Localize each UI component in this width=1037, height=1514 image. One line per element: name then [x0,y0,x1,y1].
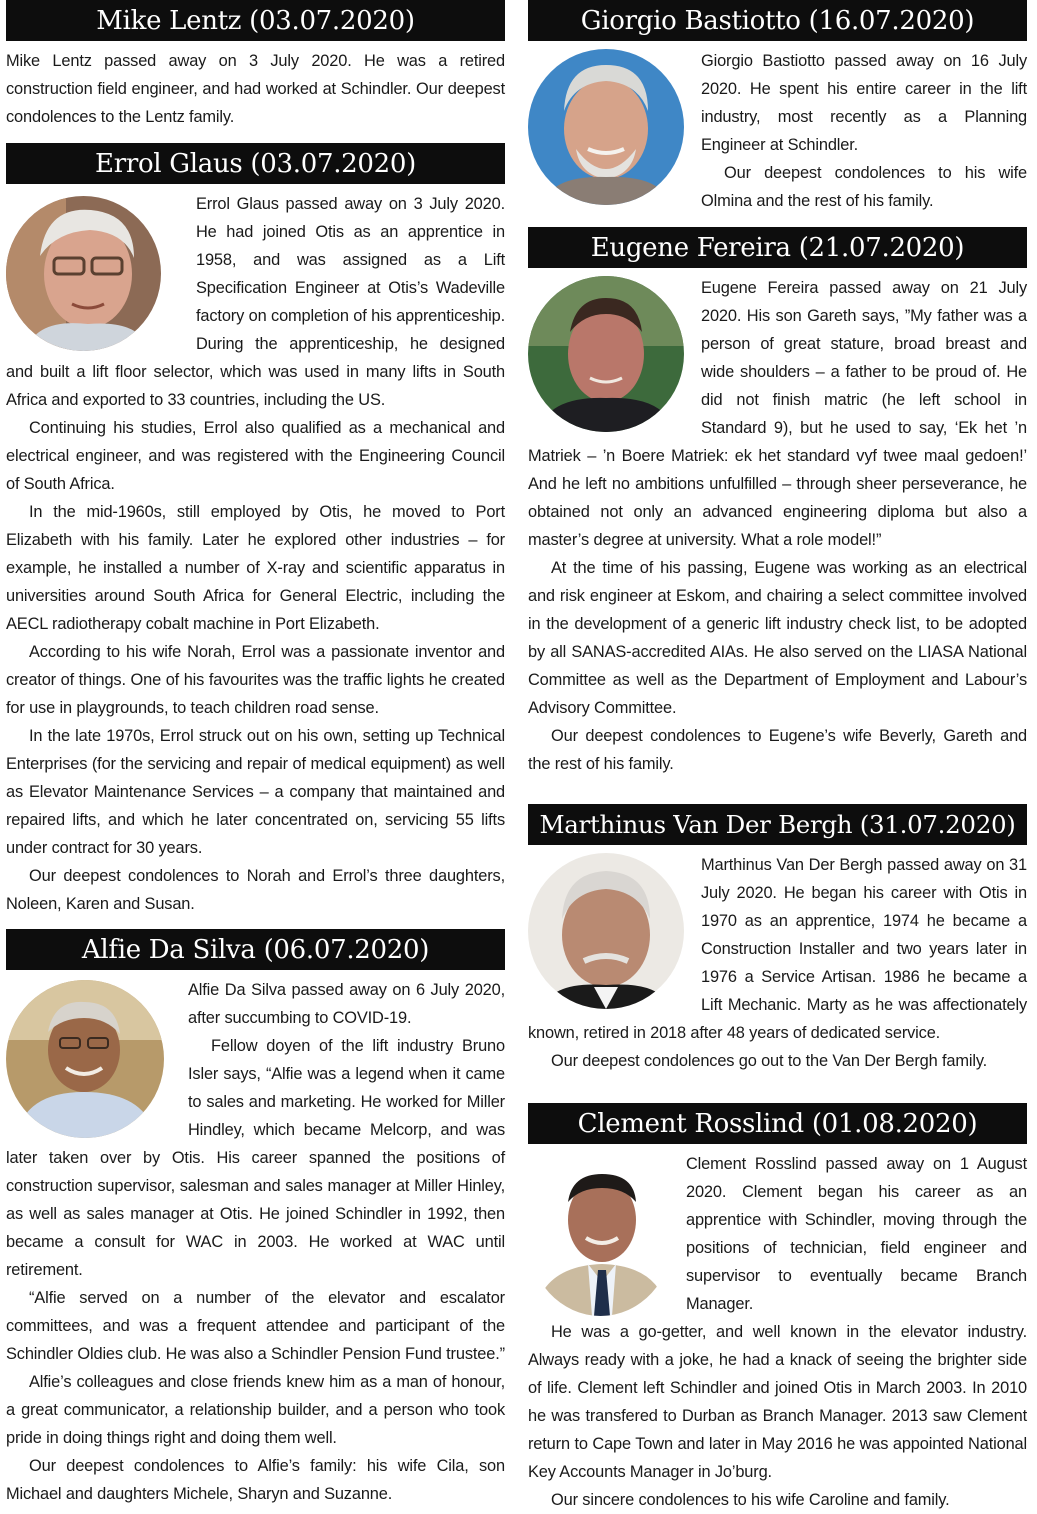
paragraph: Alfie’s colleagues and close friends knew him as a man of honour, a great communicator, a relationship builder, and a person who took pride in doing things right and doing them well. [6,1373,505,1447]
obituary-mike-lentz [6,0,505,131]
paragraph: Mike Lentz passed away on 3 July 2020. He was a retired construction field engineer, and had worked at Schindler. Our deepest condolences to the Lentz family. [6,52,505,126]
portrait-photo [528,1158,673,1316]
portrait-photo [528,276,684,432]
paragraph: Clement Rosslind passed away on 1 August 2020. Clement began his career as an apprentice with Schindler, moving through the positions of technician, field engineer and supervisor to eventually became Branch Manager. [686,1155,1027,1313]
portrait-photo [6,980,164,1138]
paragraph: Our deepest condolences to Alfie’s family: his wife Cila, son Michael and daughters Michele, Sharyn and Suzanne. [6,1457,505,1503]
obituary-heading: Eugene Fereira (21.07.2020) [528,227,1027,268]
obituary-heading: Errol Glaus (03.07.2020) [6,143,505,184]
obituary-alfie-da-silva [6,929,505,1508]
obituary-heading: Marthinus Van Der Bergh (31.07.2020) [528,804,1027,845]
obituary-body [6,976,505,1508]
paragraph: He was a go-getter, and well known in the elevator industry. Always ready with a joke, he had a knack of seeing the brighter side of life. Clement left Schindler and joined Otis in March 2003. In 2010 he was transfered to Durban as Branch Manager. 2013 saw Clement return to Cape Town and later in May 2016 he was appointed National Key Accounts Manager in Jo’burg. [528,1323,1027,1481]
obituary-body [528,1150,1027,1514]
paragraph: Errol Glaus passed away on 3 July 2020. He had joined Otis as an apprentice in 1958, and was assigned as a Lift Specification Engineer at Otis’s Wadeville factory on completion of his apprenticeship. During the apprenticeship, he designed and built a lift floor selector, which was used in many lifts in South Africa and exported to 33 countries, including the US. [6,195,505,409]
obituary-clement-rosslind [528,1103,1027,1514]
paragraph: Fellow doyen of the lift industry Bruno Isler says, “Alfie was a legend when it came to sales and marketing. He worked for Miller Hindley, which became Melcorp, and was later taken over by Otis. His career spanned the positions of construction supervisor, salesman and sales manager at Miller Hinley, as well as sales manager at Otis. He joined Schindler in 1992, then became a consult for WAC in 2003. He worked at WAC until retirement. [6,1037,505,1279]
right-column [528,0,1027,1514]
portrait-photo [6,196,161,351]
obituary-body [528,47,1027,215]
paragraph: In the late 1970s, Errol struck out on his own, setting up Technical Enterprises (for the servicing and repair of medical equipment) as well as Elevator Maintenance Services – a company that maintained and repaired lifts, and which he later concentrated on, servicing 55 lifts under contract for 30 years. [6,727,505,857]
paragraph: Our deepest condolences to Norah and Errol’s three daughters, Noleen, Karen and Susan. [6,867,505,913]
paragraph: Marthinus Van Der Bergh passed away on 31 July 2020. He began his career with Otis in 1970 as an apprentice, 1974 he became a Construction Installer and two years later in 1976 a Service Artisan. 1986 he became a Lift Mechanic. Marty as he was affectionately known, retired in 2018 after 48 years of dedicated service. [528,856,1027,1042]
paragraph: Our deepest condolences to Eugene’s wife Beverly, Gareth and the rest of his family. [528,727,1027,773]
paragraph: In the mid-1960s, still employed by Otis, he moved to Port Elizabeth with his family. Later he explored other industries – for example, he installed a number of X-ray and scientific apparatus in universities around South Africa for General Electric, including the AECL radiotherapy cobalt machine in Port Elizabeth. [6,503,505,633]
paragraph: At the time of his passing, Eugene was working as an electrical and risk engineer at Eskom, and chairing a select committee involved in the development of a generic lift industry check list, to be adopted by all SANAS-accredited AIAs. He also served on the LIASA National Committee as well as the Department of Employment and Labour’s Advisory Committee. [528,559,1027,717]
paragraph: Alfie Da Silva passed away on 6 July 2020, after succumbing to COVID-19. [188,981,505,1027]
obituary-heading: Alfie Da Silva (06.07.2020) [6,929,505,970]
paragraph: “Alfie served on a number of the elevator and escalator committees, and was a frequent attendee and participant of the Schindler Oldies club. He was also a Schindler Pension Fund trustee.” [6,1289,505,1363]
paragraph: Giorgio Bastiotto passed away on 16 July 2020. He spent his entire career in the lift industry, most recently as a Planning Engineer at Schindler. [701,52,1027,154]
obituary-errol-glaus [6,143,505,918]
obituary-body [528,274,1027,778]
paragraph: Our deepest condolences go out to the Van Der Bergh family. [551,1052,988,1070]
paragraph: Our sincere condolences to his wife Caroline and family. [551,1491,950,1509]
obituary-heading: Giorgio Bastiotto (16.07.2020) [528,0,1027,41]
portrait-photo [528,49,684,205]
obituary-eugene-fereira [528,227,1027,778]
obituary-body [528,851,1027,1075]
portrait-photo [528,853,684,1009]
obituary-body [6,190,505,918]
paragraph: Our deepest condolences to his wife Olmina and the rest of his family. [701,164,1027,210]
obituary-giorgio-bastiotto [528,0,1027,215]
obituary-body [6,47,505,131]
paragraph: According to his wife Norah, Errol was a passionate inventor and creator of things. One of his favourites was the traffic lights he created for use in playgrounds, to teach children road sense. [6,643,505,717]
obituary-marthinus-van-der-bergh [528,804,1027,1075]
left-column [6,0,505,1508]
obituary-heading: Mike Lentz (03.07.2020) [6,0,505,41]
obituary-heading: Clement Rosslind (01.08.2020) [528,1103,1027,1144]
paragraph: Eugene Fereira passed away on 21 July 2020. His son Gareth says, ”My father was a person of great stature, broad breast and wide shoulders – a father to be proud of. He did not finish matric (he left school in Standard 9), but he used to say, ‘Ek het ’n Matriek – ’n Boere Matriek: ek het standard vyf twee maal gedoen!’ And he left no ambitions unfulfilled – through sheer perseverance, he obtained not only an advanced engineering diploma but also a master’s degree at university. What a role model!” [528,279,1027,549]
paragraph: Continuing his studies, Errol also qualified as a mechanical and electrical engineer, and was registered with the Engineering Council of South Africa. [6,419,505,493]
